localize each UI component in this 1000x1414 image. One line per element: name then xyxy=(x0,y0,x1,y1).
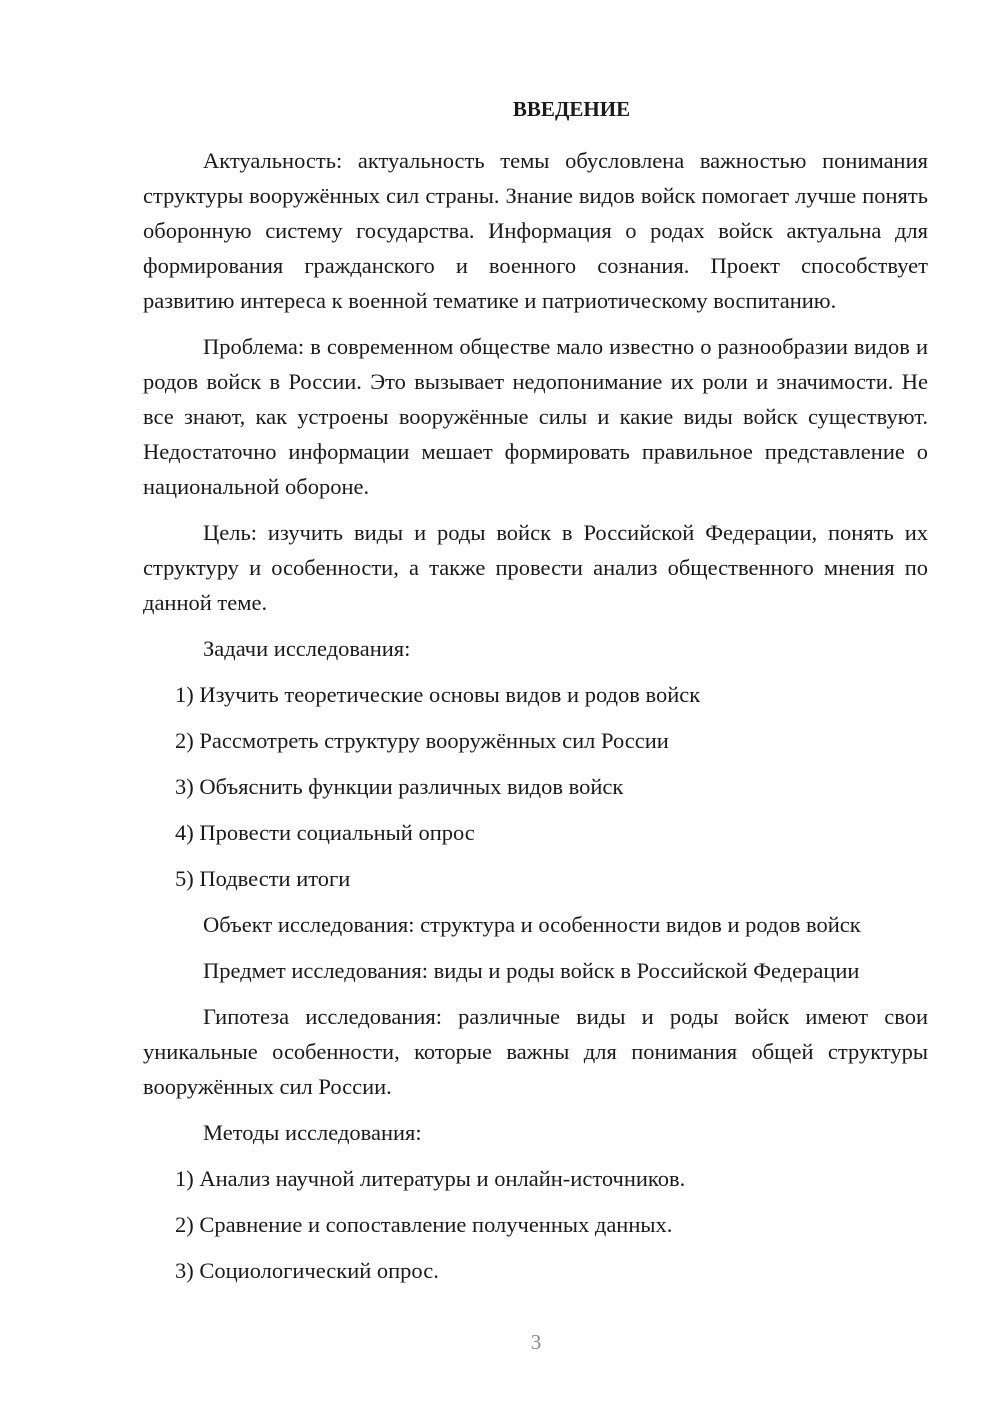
hypothesis-paragraph: Гипотеза исследования: различные виды и роды войск имеют свои уникальные особенности, которые важны для понимания общей структуры вооружённых сил России. xyxy=(143,1004,928,1099)
task-item-1: 1) Изучить теоретические основы видов и родов войск xyxy=(175,682,701,707)
relevance-paragraph: Актуальность: актуальность темы обусловлена важностью понимания структуры вооружённых сил страны. Знание видов войск помогает лучше понять оборонную систему государства. Информация о родах войск актуальна для формирования гражданского и военного сознания. Проект способствует развитию интереса к военной тематике и патриотическому воспитанию. xyxy=(143,148,928,313)
task-item-3: 3) Объяснить функции различных видов войск xyxy=(175,774,624,799)
document-page xyxy=(143,92,928,1299)
method-item-2: 2) Сравнение и сопоставление полученных данных. xyxy=(175,1212,673,1237)
page-number: 3 xyxy=(530,1330,542,1354)
problem-paragraph: Проблема: в современном обществе мало известно о разнообразии видов и родов войск в России. Это вызывает недопонимание их роли и значимости. Не все знают, как устроены вооружённые силы и какие виды войск существуют. Недостаточно информации мешает формировать правильное представление о национальной обороне. xyxy=(143,334,928,499)
section-heading: ВВЕДЕНИЕ xyxy=(512,97,631,121)
methods-title: Методы исследования: xyxy=(203,1120,422,1145)
tasks-title: Задачи исследования: xyxy=(203,636,411,661)
subject-line: Предмет исследования: виды и роды войск в Российской Федерации xyxy=(203,958,860,983)
object-line: Объект исследования: структура и особенности видов и родов войск xyxy=(203,912,861,937)
method-item-3: 3) Социологический опрос. xyxy=(175,1258,439,1283)
task-item-4: 4) Провести социальный опрос xyxy=(175,820,475,845)
task-item-5: 5) Подвести итоги xyxy=(175,866,351,891)
task-item-2: 2) Рассмотреть структуру вооружённых сил России xyxy=(175,728,669,753)
method-item-1: 1) Анализ научной литературы и онлайн-источников. xyxy=(175,1166,686,1191)
goal-paragraph: Цель: изучить виды и роды войск в Российской Федерации, понять их структуру и особенности, а также провести анализ общественного мнения по данной теме. xyxy=(143,520,928,615)
